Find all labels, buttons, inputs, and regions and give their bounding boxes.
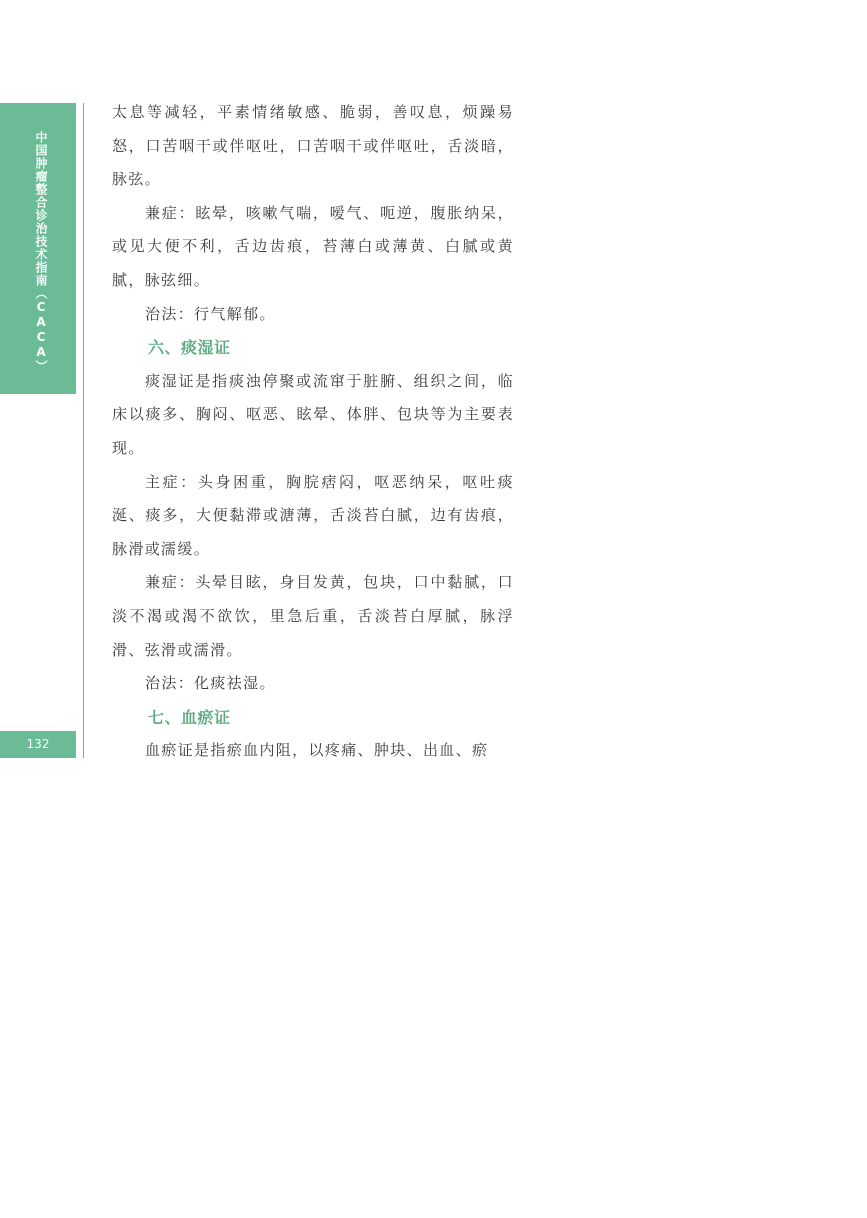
side-tab-label: 中国肿瘤整合诊治技术指南（CACA） [34,131,48,373]
section-heading-blood-stasis: 七、血瘀证 [148,707,231,727]
paragraph-definition: 痰湿证是指痰浊停聚或流窜于脏腑、组织之间，临床以痰多、胸闷、呕恶、眩晕、体胖、包块等为主要表现。 [112,371,514,457]
paragraph-main-symptoms: 主症：头身困重，胸脘痞闷，呕恶纳呆，呕吐痰涎、痰多，大便黏滞或溏薄，舌淡苔白腻，边有齿痕，脉滑或濡缓。 [112,472,514,558]
paragraph-secondary-symptoms: 兼症：眩晕，咳嗽气喘，嗳气、呃逆，腹胀纳呆，或见大便不利，舌边齿痕，苔薄白或薄黄、白腻或黄腻，脉弦细。 [112,203,514,289]
page-number: 132 [26,737,50,751]
paragraph-secondary-symptoms: 兼症：头晕目眩，身目发黄，包块，口中黏腻，口淡不渴或渴不欲饮，里急后重，舌淡苔白厚腻，脉浮滑、弦滑或濡滑。 [112,573,514,659]
body-text [112,96,514,768]
paragraph-treatment: 治法：化痰祛湿。 [145,674,276,693]
section-heading-phlegm-damp: 六、痰湿证 [148,338,231,358]
paragraph-continuation: 太息等减轻，平素情绪敏感、脆弱，善叹息，烦躁易怒，口苦咽干或伴呕吐，口苦咽干或伴呕吐，舌淡暗，脉弦。 [112,103,514,189]
page-number-box [0,731,76,758]
side-tab [0,103,76,394]
paragraph-definition: 血瘀证是指瘀血内阻，以疼痛、肿块、出血、瘀 [145,741,489,760]
margin-rule [83,103,84,758]
paragraph-treatment: 治法：行气解郁。 [145,304,276,323]
